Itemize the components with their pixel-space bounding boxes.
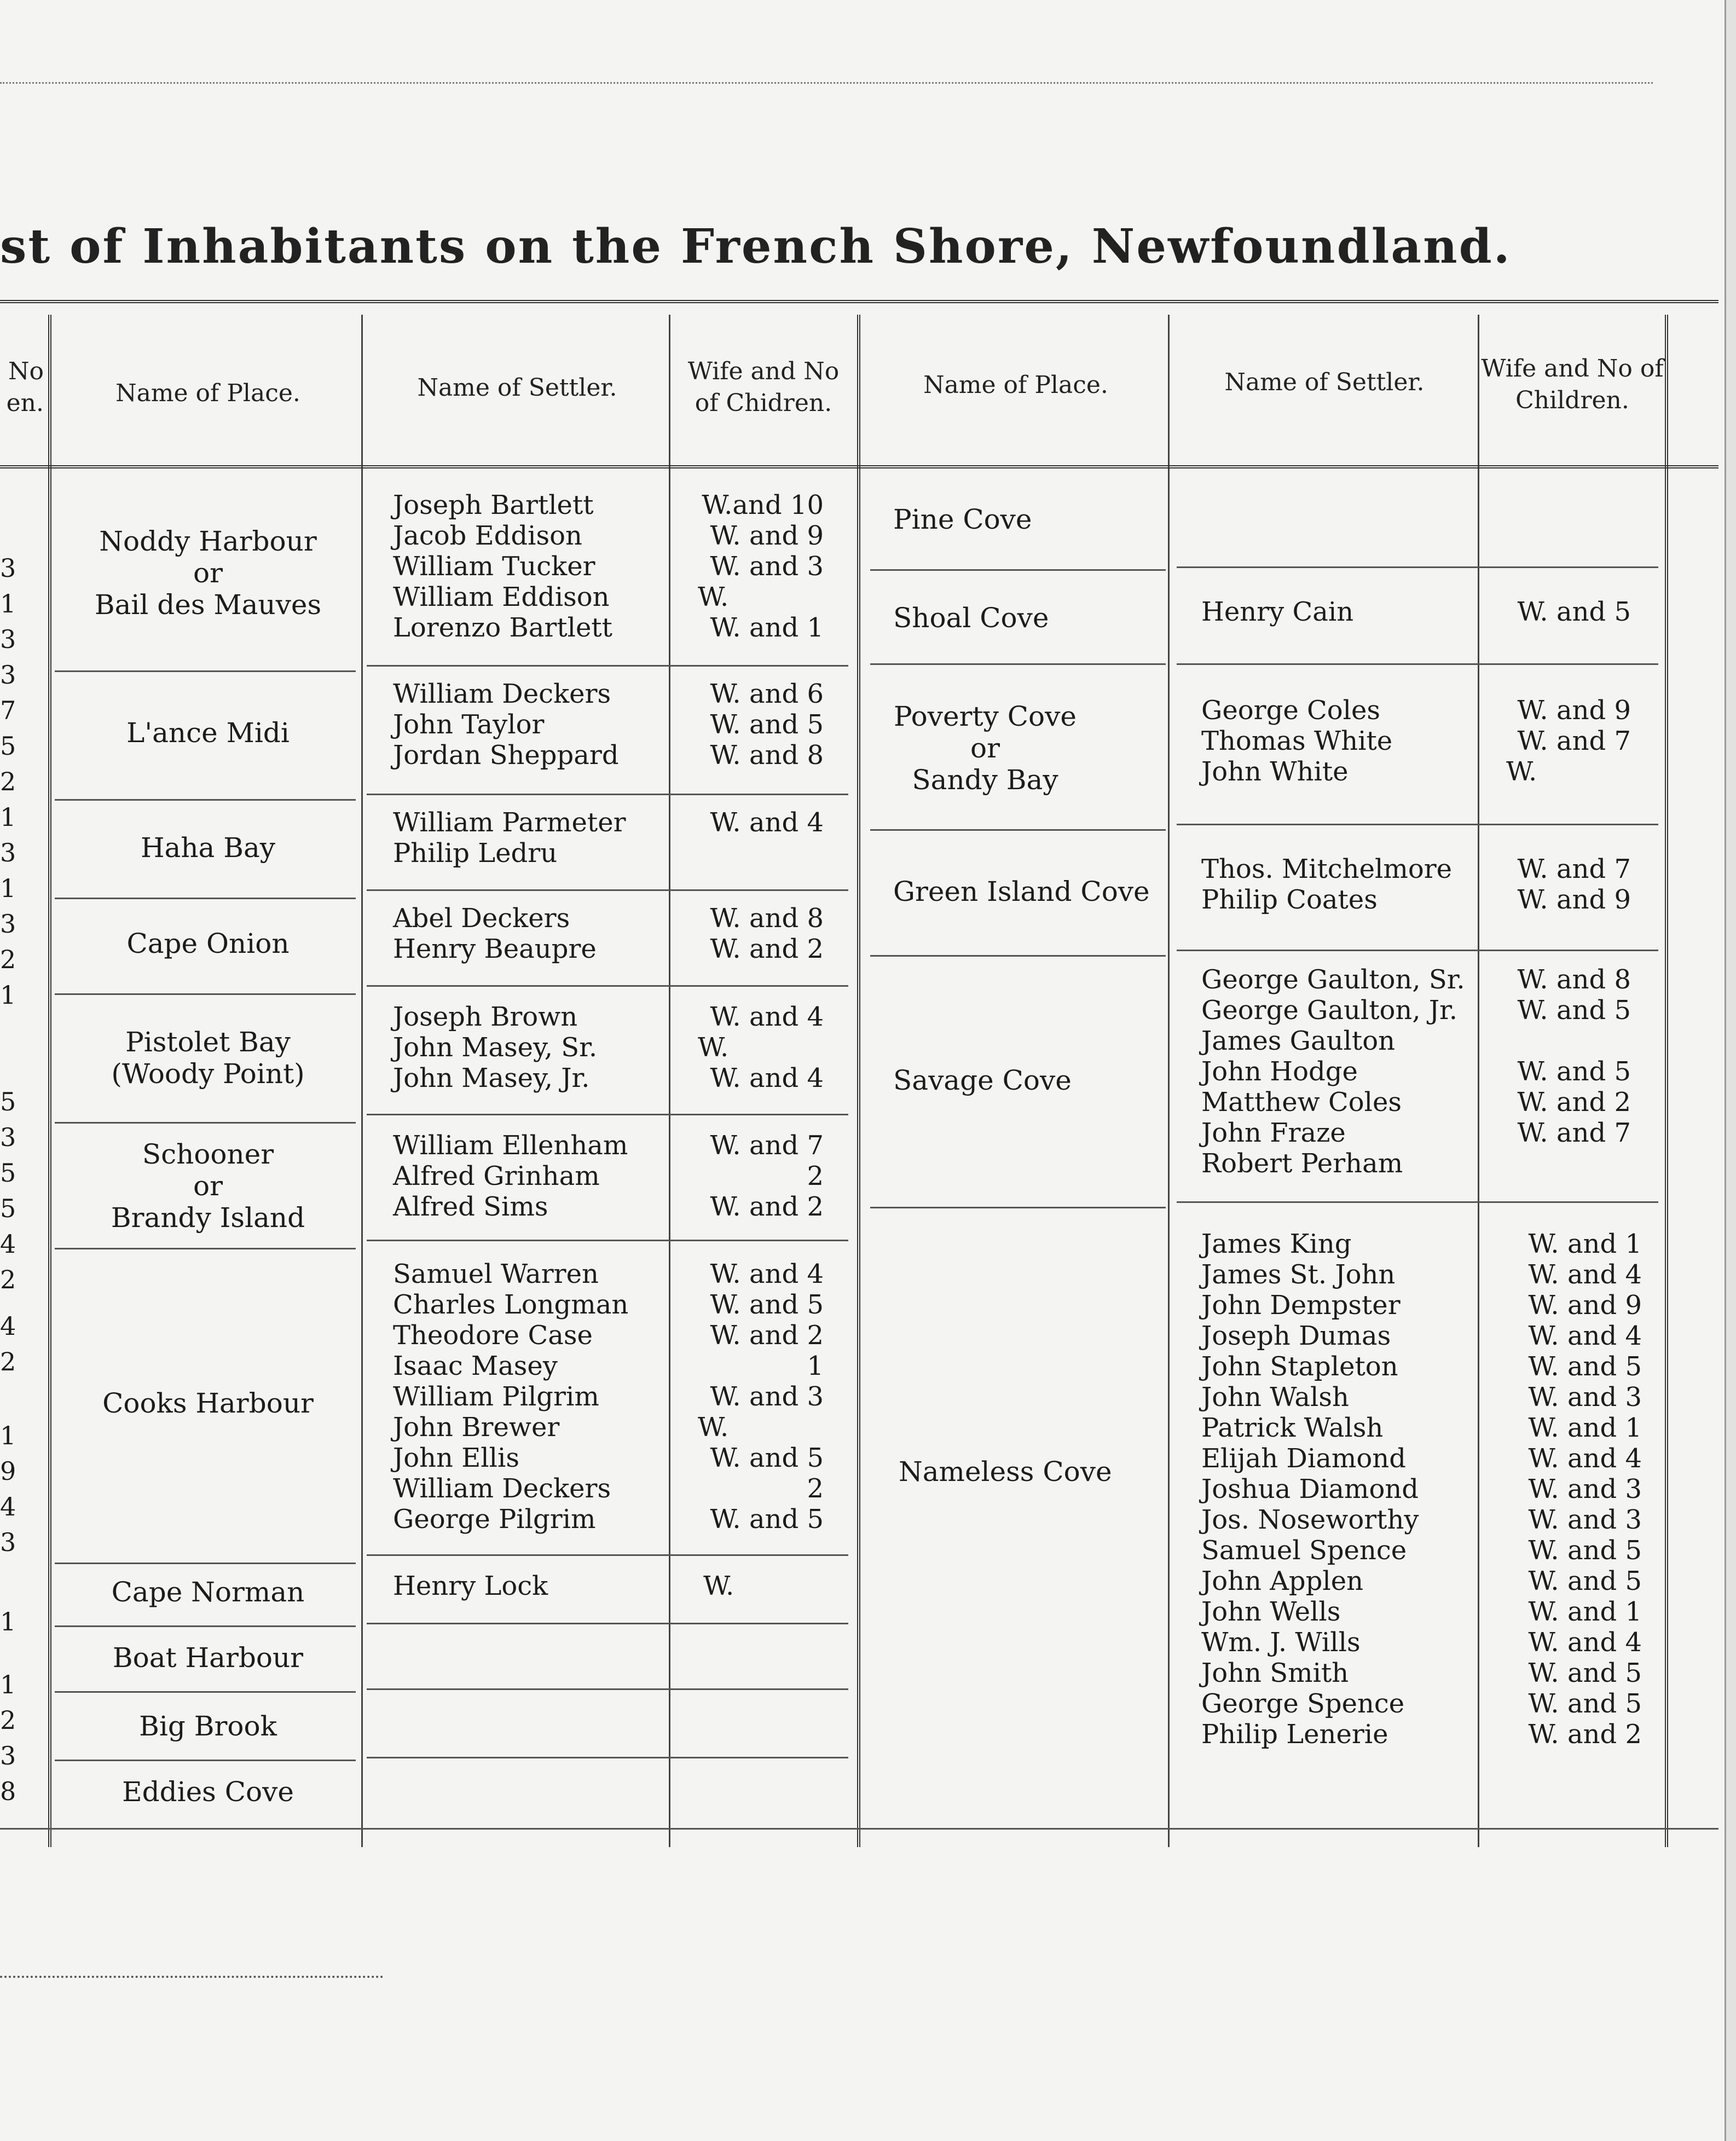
settler-name: Joseph Dumas: [1201, 1321, 1391, 1351]
number-cell: 3: [0, 1741, 16, 1770]
settler-name: John Applen: [1201, 1566, 1364, 1596]
settler-name: John Stapleton: [1201, 1351, 1398, 1382]
number-cell: 3: [0, 660, 16, 690]
wife-count: W. and 9: [1528, 1290, 1642, 1321]
wife-count: W. and 2: [1528, 1719, 1642, 1750]
wife-list: [676, 1571, 824, 1601]
number-cell: 5: [0, 1158, 16, 1188]
settler-name: George Spence: [1201, 1688, 1405, 1719]
settler-name: George Pilgrim: [393, 1504, 596, 1535]
number-cell: 3: [0, 624, 16, 654]
wife-count: W. and 5: [1528, 1658, 1642, 1688]
row-separator: [367, 1623, 848, 1624]
wife-count: W. and 7: [1517, 854, 1631, 884]
wife-count: W. and 5: [1528, 1688, 1642, 1719]
left-number-group: [0, 1669, 16, 1806]
row-separator: [55, 1691, 356, 1693]
title-rule: [0, 300, 1718, 303]
row-separator: [55, 670, 356, 672]
row-separator: [55, 1563, 356, 1564]
column-divider: [48, 315, 51, 1847]
row-separator: [367, 889, 848, 891]
settler-name: William Pilgrim: [393, 1381, 599, 1412]
wife-count: W. and 7: [1517, 1118, 1631, 1148]
place-name: Noddy Harbour or Bail des Mauves: [94, 525, 322, 621]
number-cell: 8: [0, 1777, 16, 1806]
column-divider: [1478, 315, 1479, 1847]
place-name: Poverty Cove or Sandy Bay: [894, 701, 1077, 796]
settler-name: Philip Lenerie: [1201, 1719, 1388, 1750]
wife-count: W. and 3: [710, 551, 824, 582]
wife-count: W. and 4: [710, 1259, 824, 1289]
number-cell: 3: [0, 1527, 16, 1557]
settler-name: William Tucker: [393, 551, 595, 582]
number-cell: 2: [0, 945, 16, 974]
settler-name: Abel Deckers: [393, 903, 570, 934]
wife-count: W.: [1506, 756, 1537, 787]
settler-name: Charles Longman: [393, 1289, 629, 1320]
settler-name: Joshua Diamond: [1201, 1474, 1419, 1505]
place-name: Schooner or Brandy Island: [111, 1138, 305, 1234]
header-settler: Name of Settler.: [417, 374, 617, 402]
wife-count: W. and 4: [1528, 1321, 1642, 1351]
settler-name: Theodore Case: [393, 1320, 593, 1351]
wife-count: W. and 5: [1517, 597, 1631, 627]
row-separator: [55, 1625, 356, 1627]
wife-count: [1483, 1148, 1631, 1179]
settler-name: William Parmeter: [393, 807, 626, 838]
wife-count: W. and 3: [1528, 1474, 1642, 1505]
header-settler-2: Name of Settler.: [1224, 368, 1425, 396]
wife-count: W.: [698, 1032, 729, 1063]
number-cell: 1: [0, 980, 16, 1010]
number-cell: 1: [0, 802, 16, 832]
wife-count: W. and 5: [710, 1443, 824, 1473]
number-cell: 3: [0, 838, 16, 867]
wife-count: W. and 7: [1517, 726, 1631, 756]
row-separator: [55, 898, 356, 899]
settler-name: George Gaulton, Jr.: [1201, 995, 1457, 1026]
settler-name: James Gaulton: [1201, 1026, 1395, 1056]
settler-name: James King: [1201, 1229, 1352, 1259]
wife-count: 2: [807, 1161, 824, 1191]
row-separator: [870, 663, 1166, 665]
header-en-text: en.: [6, 389, 44, 417]
wife-count: W. and 4: [710, 807, 824, 838]
settler-name: Alfred Grinham: [393, 1161, 600, 1191]
number-cell: 1: [0, 589, 16, 618]
settler-list: [393, 1571, 548, 1601]
wife-count: W. and 2: [1517, 1087, 1631, 1118]
row-separator: [1177, 824, 1658, 825]
place-name: Green Island Cove: [893, 876, 1150, 907]
row-separator: [870, 829, 1166, 831]
row-separator: [367, 1114, 848, 1115]
settler-list: [393, 807, 626, 869]
left-number-group: [0, 1311, 16, 1382]
wife-count: W. and 5: [1528, 1566, 1642, 1596]
left-number-group: [0, 553, 16, 1015]
wife-count: W. and 8: [710, 740, 824, 771]
wife-count: W. and 4: [710, 1002, 824, 1032]
left-number-group: [0, 1606, 16, 1642]
settler-name: Philip Ledru: [393, 838, 558, 869]
number-cell: 1: [0, 1607, 16, 1636]
settler-list: [393, 490, 612, 643]
number-cell: 7: [0, 696, 16, 725]
place-name: Boat Harbour: [112, 1642, 304, 1674]
wife-list: [676, 903, 824, 964]
header-wife-2: Wife and No of Children.: [1481, 355, 1664, 414]
wife-count: W. and 1: [1528, 1596, 1642, 1627]
settler-name: Henry Lock: [393, 1571, 548, 1601]
settler-name: Jordan Sheppard: [393, 740, 619, 771]
wife-count: W. and 9: [1517, 884, 1631, 915]
wife-count: W. and 6: [710, 679, 824, 709]
wife-count: W.and 10: [702, 490, 824, 520]
place-name: Big Brook: [139, 1710, 277, 1742]
wife-count: W.: [698, 1412, 729, 1443]
wife-count: 2: [807, 1473, 824, 1504]
row-separator: [870, 955, 1166, 957]
settler-list: [393, 903, 597, 964]
settler-name: Joseph Brown: [393, 1002, 578, 1032]
number-cell: 5: [0, 1087, 16, 1116]
wife-list: [676, 1130, 824, 1222]
wife-count: W. and 3: [1528, 1382, 1642, 1413]
place-name: Pine Cove: [893, 504, 1032, 535]
wife-count: W. and 5: [1517, 995, 1631, 1026]
place-name: Pistolet Bay (Woody Point): [111, 1026, 305, 1090]
settler-name: George Coles: [1201, 695, 1380, 726]
left-number-group: [0, 1420, 16, 1563]
wife-list: [1483, 597, 1631, 627]
settler-name: Samuel Spence: [1201, 1535, 1407, 1566]
paper-edge: [1725, 0, 1736, 2141]
wife-count: W. and 8: [1517, 964, 1631, 995]
scrap-rule: [0, 1976, 383, 1978]
number-cell: 1: [0, 1670, 16, 1699]
settler-name: Patrick Walsh: [1201, 1413, 1384, 1443]
wife-count: W. and 4: [1528, 1443, 1642, 1474]
row-separator: [1177, 566, 1658, 568]
wife-count: W. and 7: [710, 1130, 824, 1161]
settler-name: John White: [1201, 756, 1349, 787]
number-cell: 3: [0, 1122, 16, 1152]
settler-name: Jacob Eddison: [393, 520, 582, 551]
settler-name: John Wells: [1201, 1596, 1341, 1627]
settler-name: John Hodge: [1201, 1056, 1358, 1087]
wife-count: W. and 8: [710, 903, 824, 934]
wife-list: [1483, 695, 1631, 787]
settler-name: John Dempster: [1201, 1290, 1401, 1321]
settler-name: Thomas White: [1201, 726, 1393, 756]
number-cell: 5: [0, 731, 16, 761]
settler-name: Joseph Bartlett: [393, 490, 594, 520]
page-title: st of Inhabitants on the French Shore, Newfoundland.: [0, 219, 1512, 274]
number-cell: 4: [0, 1229, 16, 1259]
header-place-2: Name of Place.: [923, 371, 1108, 399]
settler-name: George Gaulton, Sr.: [1201, 964, 1465, 995]
settler-name: James St. John: [1201, 1259, 1396, 1290]
place-name: Shoal Cove: [893, 602, 1049, 634]
settler-name: William Ellenham: [393, 1130, 628, 1161]
settler-name: Henry Cain: [1201, 597, 1354, 627]
number-cell: 2: [0, 1265, 16, 1294]
settler-name: John Smith: [1201, 1658, 1349, 1688]
wife-count: W. and 5: [1528, 1351, 1642, 1382]
wife-list: [676, 679, 824, 771]
column-divider: [669, 315, 670, 1847]
row-separator: [367, 985, 848, 987]
wife-count: W. and 3: [710, 1381, 824, 1412]
header-place: Name of Place.: [115, 379, 300, 407]
wife-count: W. and 4: [1528, 1627, 1642, 1658]
header-wife: Wife and No of Chidren.: [687, 357, 840, 417]
number-cell: 2: [0, 1347, 16, 1376]
wife-list: [1483, 854, 1631, 915]
place-name: Cape Onion: [126, 928, 290, 959]
settler-list: [393, 1002, 597, 1093]
settler-list: [1201, 1229, 1419, 1750]
settler-name: William Deckers: [393, 1473, 611, 1504]
wife-count: W. and 1: [1528, 1229, 1642, 1259]
settler-name: John Ellis: [393, 1443, 519, 1473]
settler-name: Thos. Mitchelmore: [1201, 854, 1453, 884]
place-name: Nameless Cove: [899, 1456, 1112, 1488]
row-separator: [870, 569, 1166, 571]
settler-name: Robert Perham: [1201, 1148, 1403, 1179]
number-cell: 3: [0, 909, 16, 939]
number-cell: 4: [0, 1492, 16, 1521]
wife-count: 1: [807, 1351, 824, 1381]
settler-list: [393, 679, 619, 771]
wife-count: W.: [703, 1571, 734, 1601]
settler-name: Elijah Diamond: [1201, 1443, 1406, 1474]
wife-count: W. and 1: [1528, 1413, 1642, 1443]
wife-count: [1483, 1026, 1631, 1056]
place-name: Haha Bay: [140, 832, 276, 864]
settler-list: [1201, 695, 1392, 787]
wife-count: W. and 4: [1528, 1259, 1642, 1290]
place-name: Savage Cove: [893, 1064, 1072, 1096]
wife-count: W. and 1: [710, 612, 824, 643]
settler-name: William Eddison: [393, 582, 610, 612]
row-separator: [367, 665, 848, 667]
settler-name: John Fraze: [1201, 1118, 1346, 1148]
settler-name: Lorenzo Bartlett: [393, 612, 612, 643]
settler-list: [1201, 964, 1465, 1179]
wife-count: W. and 5: [1517, 1056, 1631, 1087]
wife-count: W. and 5: [710, 1289, 824, 1320]
wife-count: W. and 2: [710, 1320, 824, 1351]
column-divider: [361, 315, 363, 1847]
number-cell: 2: [0, 767, 16, 796]
row-separator: [367, 1240, 848, 1241]
row-separator: [367, 1757, 848, 1758]
header-partial-no: [0, 356, 44, 419]
wife-list: [676, 1259, 824, 1535]
row-separator: [55, 1122, 356, 1124]
left-number-group: [0, 1086, 16, 1300]
settler-name: John Brewer: [393, 1412, 560, 1443]
top-rule: [0, 82, 1653, 84]
place-name: L'ance Midi: [126, 717, 290, 749]
place-name: Eddies Cove: [122, 1776, 294, 1808]
column-divider: [1665, 315, 1668, 1847]
row-separator: [367, 1554, 848, 1556]
wife-count: [676, 838, 824, 869]
row-separator: [55, 993, 356, 995]
row-separator: [1177, 950, 1658, 951]
wife-count: W. and 5: [710, 709, 824, 740]
settler-list: [393, 1259, 628, 1535]
settler-name: John Walsh: [1201, 1382, 1349, 1413]
number-cell: 9: [0, 1456, 16, 1486]
row-separator: [367, 1688, 848, 1690]
row-separator: [55, 799, 356, 801]
wife-count: W. and 2: [710, 1191, 824, 1222]
place-name: Cape Norman: [111, 1576, 305, 1608]
settler-list: [393, 1130, 628, 1222]
settler-name: John Masey, Sr.: [393, 1032, 598, 1063]
settler-name: Samuel Warren: [393, 1259, 599, 1289]
number-cell: 1: [0, 873, 16, 903]
settler-name: Matthew Coles: [1201, 1087, 1402, 1118]
wife-count: W. and 4: [710, 1063, 824, 1093]
header-rule: [0, 465, 1718, 468]
row-separator: [367, 794, 848, 795]
wife-count: W. and 3: [1528, 1505, 1642, 1535]
wife-count: W. and 9: [710, 520, 824, 551]
number-cell: 3: [0, 553, 16, 583]
number-cell: 4: [0, 1311, 16, 1341]
number-cell: 5: [0, 1194, 16, 1223]
wife-list: [676, 1002, 824, 1093]
number-cell: 2: [0, 1705, 16, 1735]
column-divider: [1168, 315, 1170, 1847]
wife-count: W. and 5: [1528, 1535, 1642, 1566]
settler-name: John Taylor: [393, 709, 545, 740]
wife-count: W. and 5: [710, 1504, 824, 1535]
wife-count: W. and 2: [710, 934, 824, 964]
place-name: Cooks Harbour: [102, 1387, 314, 1419]
wife-list: [1483, 964, 1631, 1179]
settler-name: Jos. Noseworthy: [1201, 1505, 1419, 1535]
wife-list: [1483, 1229, 1642, 1750]
column-divider: [857, 315, 860, 1847]
wife-count: W. and 9: [1517, 695, 1631, 726]
settler-name: Isaac Masey: [393, 1351, 558, 1381]
header-no-text: No: [8, 357, 44, 385]
settler-name: John Masey, Jr.: [393, 1063, 590, 1093]
settler-name: Philip Coates: [1201, 884, 1378, 915]
row-separator: [55, 1760, 356, 1761]
row-separator: [1177, 1201, 1658, 1203]
settler-name: Alfred Sims: [393, 1191, 548, 1222]
wife-count: W.: [698, 582, 729, 612]
table-bottom-rule: [0, 1828, 1718, 1830]
settler-list: [1201, 854, 1452, 915]
settler-list: [1201, 597, 1353, 627]
row-separator: [870, 1207, 1166, 1208]
settler-name: William Deckers: [393, 679, 611, 709]
row-separator: [55, 1248, 356, 1249]
number-cell: 1: [0, 1421, 16, 1450]
settler-name: Wm. J. Wills: [1201, 1627, 1361, 1658]
settler-name: Henry Beaupre: [393, 934, 597, 964]
wife-list: [676, 490, 824, 643]
wife-list: [676, 807, 824, 869]
row-separator: [1177, 663, 1658, 665]
